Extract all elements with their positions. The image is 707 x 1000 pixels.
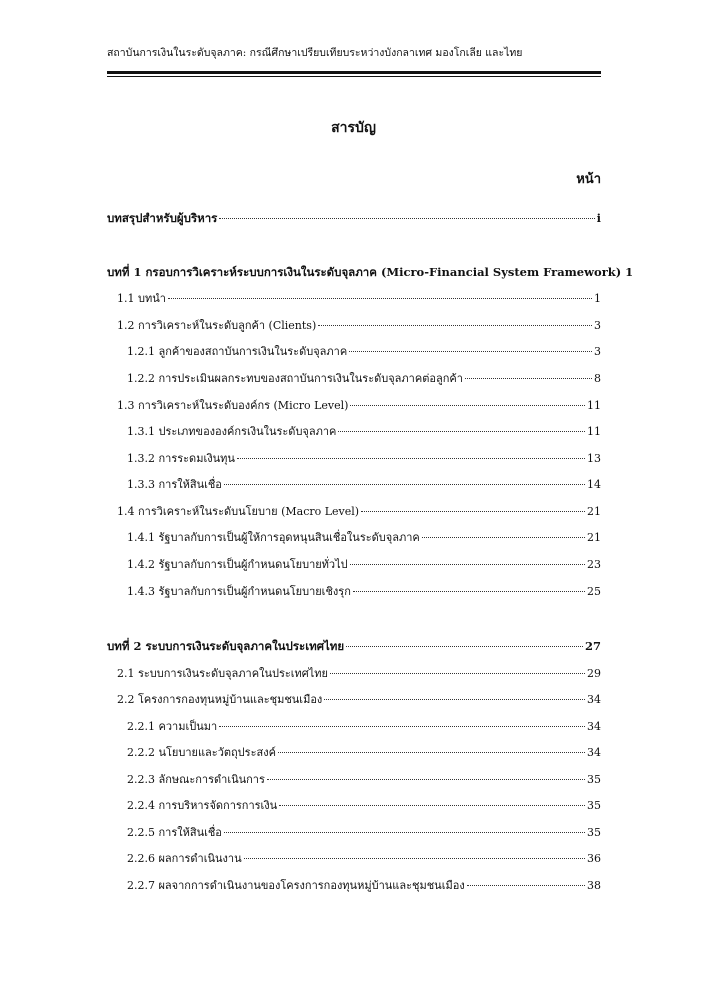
toc-entry-1-3-2 bbox=[127, 451, 601, 467]
toc-page: 14 bbox=[587, 478, 601, 491]
toc-leader bbox=[324, 699, 585, 700]
toc-label: 2.2.3 ลักษณะการดำเนินการ bbox=[127, 773, 265, 786]
toc-leader bbox=[278, 752, 585, 753]
toc-label: 1.3.1 ประเภทขององค์กรเงินในระดับจุลภาค bbox=[127, 425, 337, 438]
toc-leader bbox=[267, 779, 585, 780]
toc-leader bbox=[353, 591, 585, 592]
toc-label: 1.3.3 การให้สินเชื่อ bbox=[127, 478, 222, 491]
toc-page: 1 bbox=[594, 292, 601, 305]
toc-title: สารบัญ bbox=[331, 120, 376, 136]
toc-label: 1.2.2 การประเมินผลกระทบของสถาบันการเงินในระดับจุลภาคต่อลูกค้า bbox=[127, 372, 463, 385]
toc-label: 1.2 การวิเคราะห์ในระดับลูกค้า (Clients) bbox=[117, 319, 317, 332]
toc-page: 35 bbox=[587, 773, 601, 786]
toc-label: 2.2.2 นโยบายและวัตถุประสงค์ bbox=[127, 746, 276, 759]
toc-entry-1-4-1 bbox=[127, 530, 601, 546]
toc-leader bbox=[224, 484, 585, 485]
toc-label: 1.4.2 รัฐบาลกับการเป็นผู้กำหนดนโยบายทั่วไป bbox=[127, 558, 348, 571]
toc-page: 34 bbox=[587, 720, 601, 733]
toc-label: 2.2.5 การให้สินเชื่อ bbox=[127, 826, 222, 839]
toc-leader bbox=[237, 458, 585, 459]
toc-entry-1-2 bbox=[117, 318, 601, 334]
toc-page: 21 bbox=[587, 505, 601, 518]
page-column-header: หน้า bbox=[576, 172, 601, 187]
toc-page: 3 bbox=[594, 319, 601, 332]
toc-entry-1-4-2 bbox=[127, 557, 601, 573]
toc-leader bbox=[244, 858, 585, 859]
toc-label: 2.2 โครงการกองทุนหมู่บ้านและชุมชนเมือง bbox=[117, 693, 323, 706]
toc-leader bbox=[350, 405, 585, 406]
toc-leader bbox=[219, 218, 594, 219]
toc-page: 34 bbox=[587, 746, 601, 759]
toc-page: 34 bbox=[587, 693, 601, 706]
toc-leader bbox=[467, 885, 585, 886]
toc-leader bbox=[219, 726, 585, 727]
toc-label: 1.4.3 รัฐบาลกับการเป็นผู้กำหนดนโยบายเชิงรุก bbox=[127, 585, 351, 598]
toc-leader bbox=[349, 351, 592, 352]
toc-leader bbox=[330, 673, 585, 674]
toc-page: 21 bbox=[587, 531, 601, 544]
toc-label: 1.1 บทนำ bbox=[117, 292, 166, 305]
toc-label: 2.2.7 ผลจากการดำเนินงานของโครงการกองทุนหมู่บ้านและชุมชนเมือง bbox=[127, 879, 465, 892]
toc-page: i bbox=[596, 211, 601, 225]
toc-label: บทที่ 1 กรอบการวิเคราะห์ระบบการเงินในระดับจุลภาค (Micro-Financial System Framework) bbox=[107, 265, 622, 279]
running-header: สถาบันการเงินในระดับจุลภาค: กรณีศึกษาเปรียบเทียบระหว่างบังกลาเทศ มองโกเลีย และไทย bbox=[107, 47, 523, 59]
toc-page: 38 bbox=[587, 879, 601, 892]
toc-entry-2-2-5 bbox=[127, 825, 601, 841]
toc-label: 2.2.6 ผลการดำเนินงาน bbox=[127, 852, 242, 865]
toc-page: 29 bbox=[587, 667, 601, 680]
toc-label: 2.1 ระบบการเงินระดับจุลภาคในประเทศไทย bbox=[117, 667, 328, 680]
toc-leader bbox=[318, 325, 592, 326]
toc-leader bbox=[338, 431, 585, 432]
toc-page: 27 bbox=[584, 639, 601, 653]
toc-leader bbox=[465, 378, 592, 379]
toc-entry-1-4-3 bbox=[127, 584, 601, 600]
toc-entry-2-2-7 bbox=[127, 878, 601, 894]
toc-entry-chapter-1 bbox=[107, 264, 634, 280]
toc-entry-1-2-2 bbox=[127, 371, 601, 387]
toc-page: 35 bbox=[587, 799, 601, 812]
toc-label: 1.3 การวิเคราะห์ในระดับองค์กร (Micro Level) bbox=[117, 399, 349, 412]
toc-entry-1-3-1 bbox=[127, 424, 601, 440]
toc-page: 35 bbox=[587, 826, 601, 839]
toc-leader bbox=[422, 537, 585, 538]
toc-entry-2-2-4 bbox=[127, 798, 601, 814]
toc-leader bbox=[361, 511, 585, 512]
toc-label: 2.2.1 ความเป็นมา bbox=[127, 720, 218, 733]
toc-leader bbox=[350, 564, 585, 565]
toc-entry-1-2-1 bbox=[127, 344, 601, 360]
toc-entry-2-2 bbox=[117, 692, 601, 708]
toc-entry-2-2-1 bbox=[127, 719, 601, 735]
toc-label: 1.3.2 การระดมเงินทุน bbox=[127, 452, 235, 465]
toc-page: 11 bbox=[587, 425, 601, 438]
toc-label: 2.2.4 การบริหารจัดการการเงิน bbox=[127, 799, 278, 812]
toc-entry-2-2-3 bbox=[127, 772, 601, 788]
toc-page: 25 bbox=[587, 585, 601, 598]
toc-label: 1.4.1 รัฐบาลกับการเป็นผู้ให้การอุดหนุนสินเชื่อในระดับจุลภาค bbox=[127, 531, 420, 544]
toc-entry-1-1 bbox=[117, 291, 601, 307]
toc-page: 13 bbox=[587, 452, 601, 465]
toc-entry-2-2-6 bbox=[127, 851, 601, 867]
toc-entry-1-4 bbox=[117, 504, 601, 520]
toc-label: บทที่ 2 ระบบการเงินระดับจุลภาคในประเทศไทย bbox=[107, 639, 345, 653]
header-rule-thick bbox=[107, 71, 601, 74]
toc-page: 1 bbox=[625, 265, 634, 279]
toc-entry-chapter-2 bbox=[107, 638, 601, 654]
toc-entry-1-3-3 bbox=[127, 477, 601, 493]
toc-page: 11 bbox=[587, 399, 601, 412]
toc-entry-2-1 bbox=[117, 666, 601, 682]
header-rule-thin bbox=[107, 76, 601, 77]
toc-leader bbox=[224, 832, 585, 833]
toc-leader bbox=[168, 298, 592, 299]
toc-page: 36 bbox=[587, 852, 601, 865]
toc-entry-1-3 bbox=[117, 398, 601, 414]
toc-page: 8 bbox=[594, 372, 601, 385]
toc-entry-exec-summary bbox=[107, 210, 601, 226]
toc-page: 23 bbox=[587, 558, 601, 571]
toc-entry-2-2-2 bbox=[127, 745, 601, 761]
toc-page: 3 bbox=[594, 345, 601, 358]
toc-label: 1.4 การวิเคราะห์ในระดับนโยบาย (Macro Level) bbox=[117, 505, 360, 518]
toc-leader bbox=[279, 805, 585, 806]
toc-label: 1.2.1 ลูกค้าของสถาบันการเงินในระดับจุลภาค bbox=[127, 345, 348, 358]
toc-label: บทสรุปสำหรับผู้บริหาร bbox=[107, 211, 218, 225]
toc-leader bbox=[346, 646, 583, 647]
